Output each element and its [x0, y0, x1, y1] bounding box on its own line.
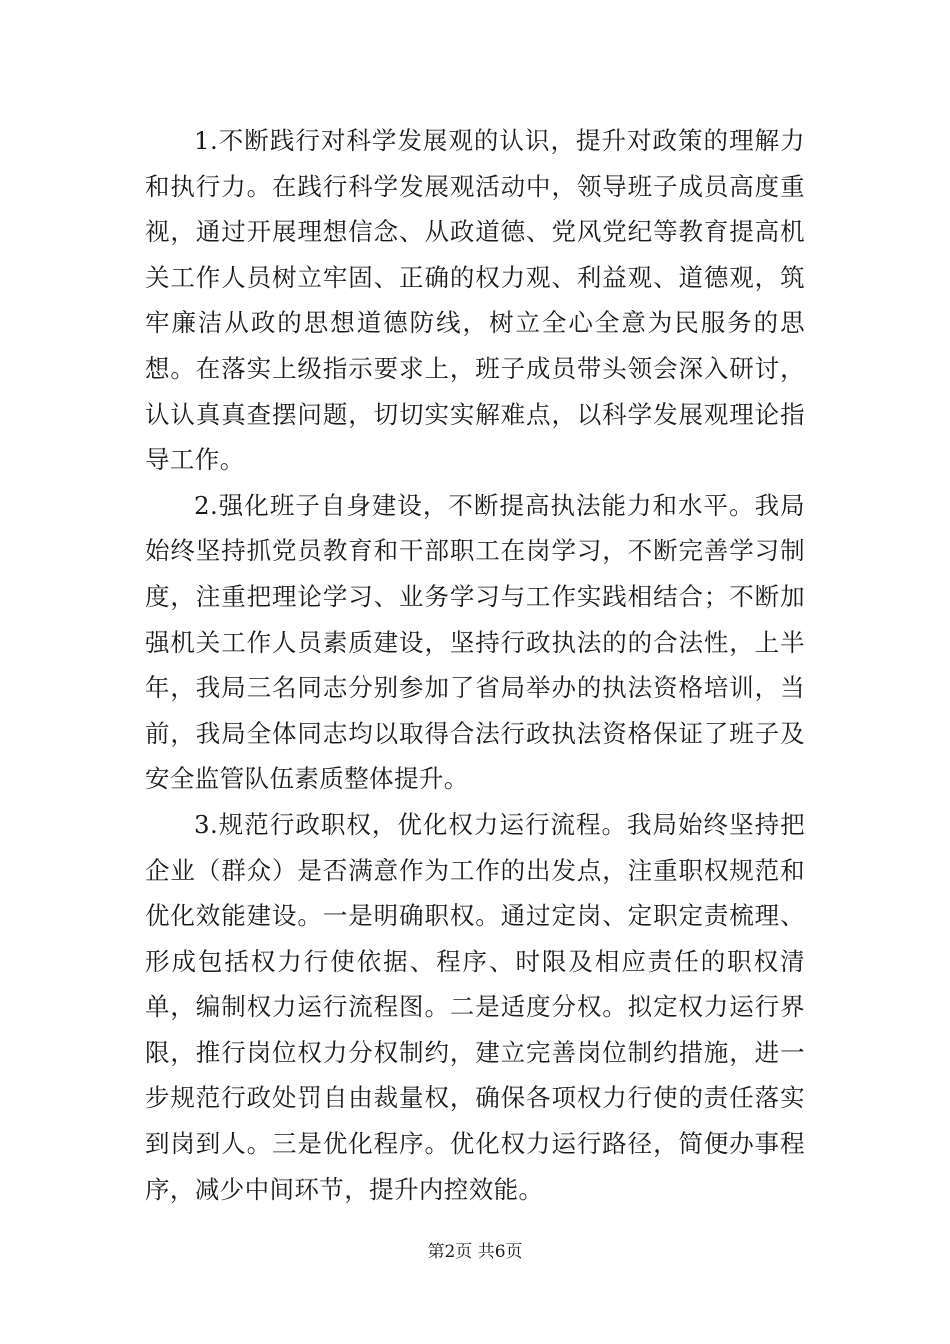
page-number-footer: 第2页 共6页	[427, 1242, 523, 1262]
document-body	[145, 118, 805, 1212]
paragraph-3: 3.规范行政职权，优化权力运行流程。我局始终坚持把企业（群众）是否满意作为工作的出发点，注重职权规范和优化效能建设。一是明确职权。通过定岗、定职定责梳理、形成包括权力行使依据、程序、时限及相应责任的职权清单，编制权力运行流程图。二是适度分权。拟定权力运行界限，推行岗位权力分权制约，建立完善岗位制约措施，进一步规范行政处罚自由裁量权，确保各项权力行使的责任落实到岗到人。三是优化程序。优化权力运行路径，简便办事程序，减少中间环节，提升内控效能。	[145, 809, 805, 1204]
paragraph-1: 1.不断践行对科学发展观的认识，提升对政策的理解力和执行力。在践行科学发展观活动中，领导班子成员高度重视，通过开展理想信念、从政道德、党风党纪等教育提高机关工作人员树立牢固、正确的权力观、利益观、道德观，筑牢廉洁从政的思想道德防线，树立全心全意为民服务的思想。在落实上级指示要求上，班子成员带头领会深入研讨，认认真真查摆问题，切切实实解难点，以科学发展观理论指导工作。	[145, 126, 805, 475]
paragraph-2: 2.强化班子自身建设，不断提高执法能力和水平。我局始终坚持抓党员教育和干部职工在岗学习，不断完善学习制度，注重把理论学习、业务学习与工作实践相结合；不断加强机关工作人员素质建设，坚持行政执法的的合法性，上半年，我局三名同志分别参加了省局举办的执法资格培训，当前，我局全体同志均以取得合法行政执法资格保证了班子及安全监管队伍素质整体提升。	[145, 490, 805, 794]
